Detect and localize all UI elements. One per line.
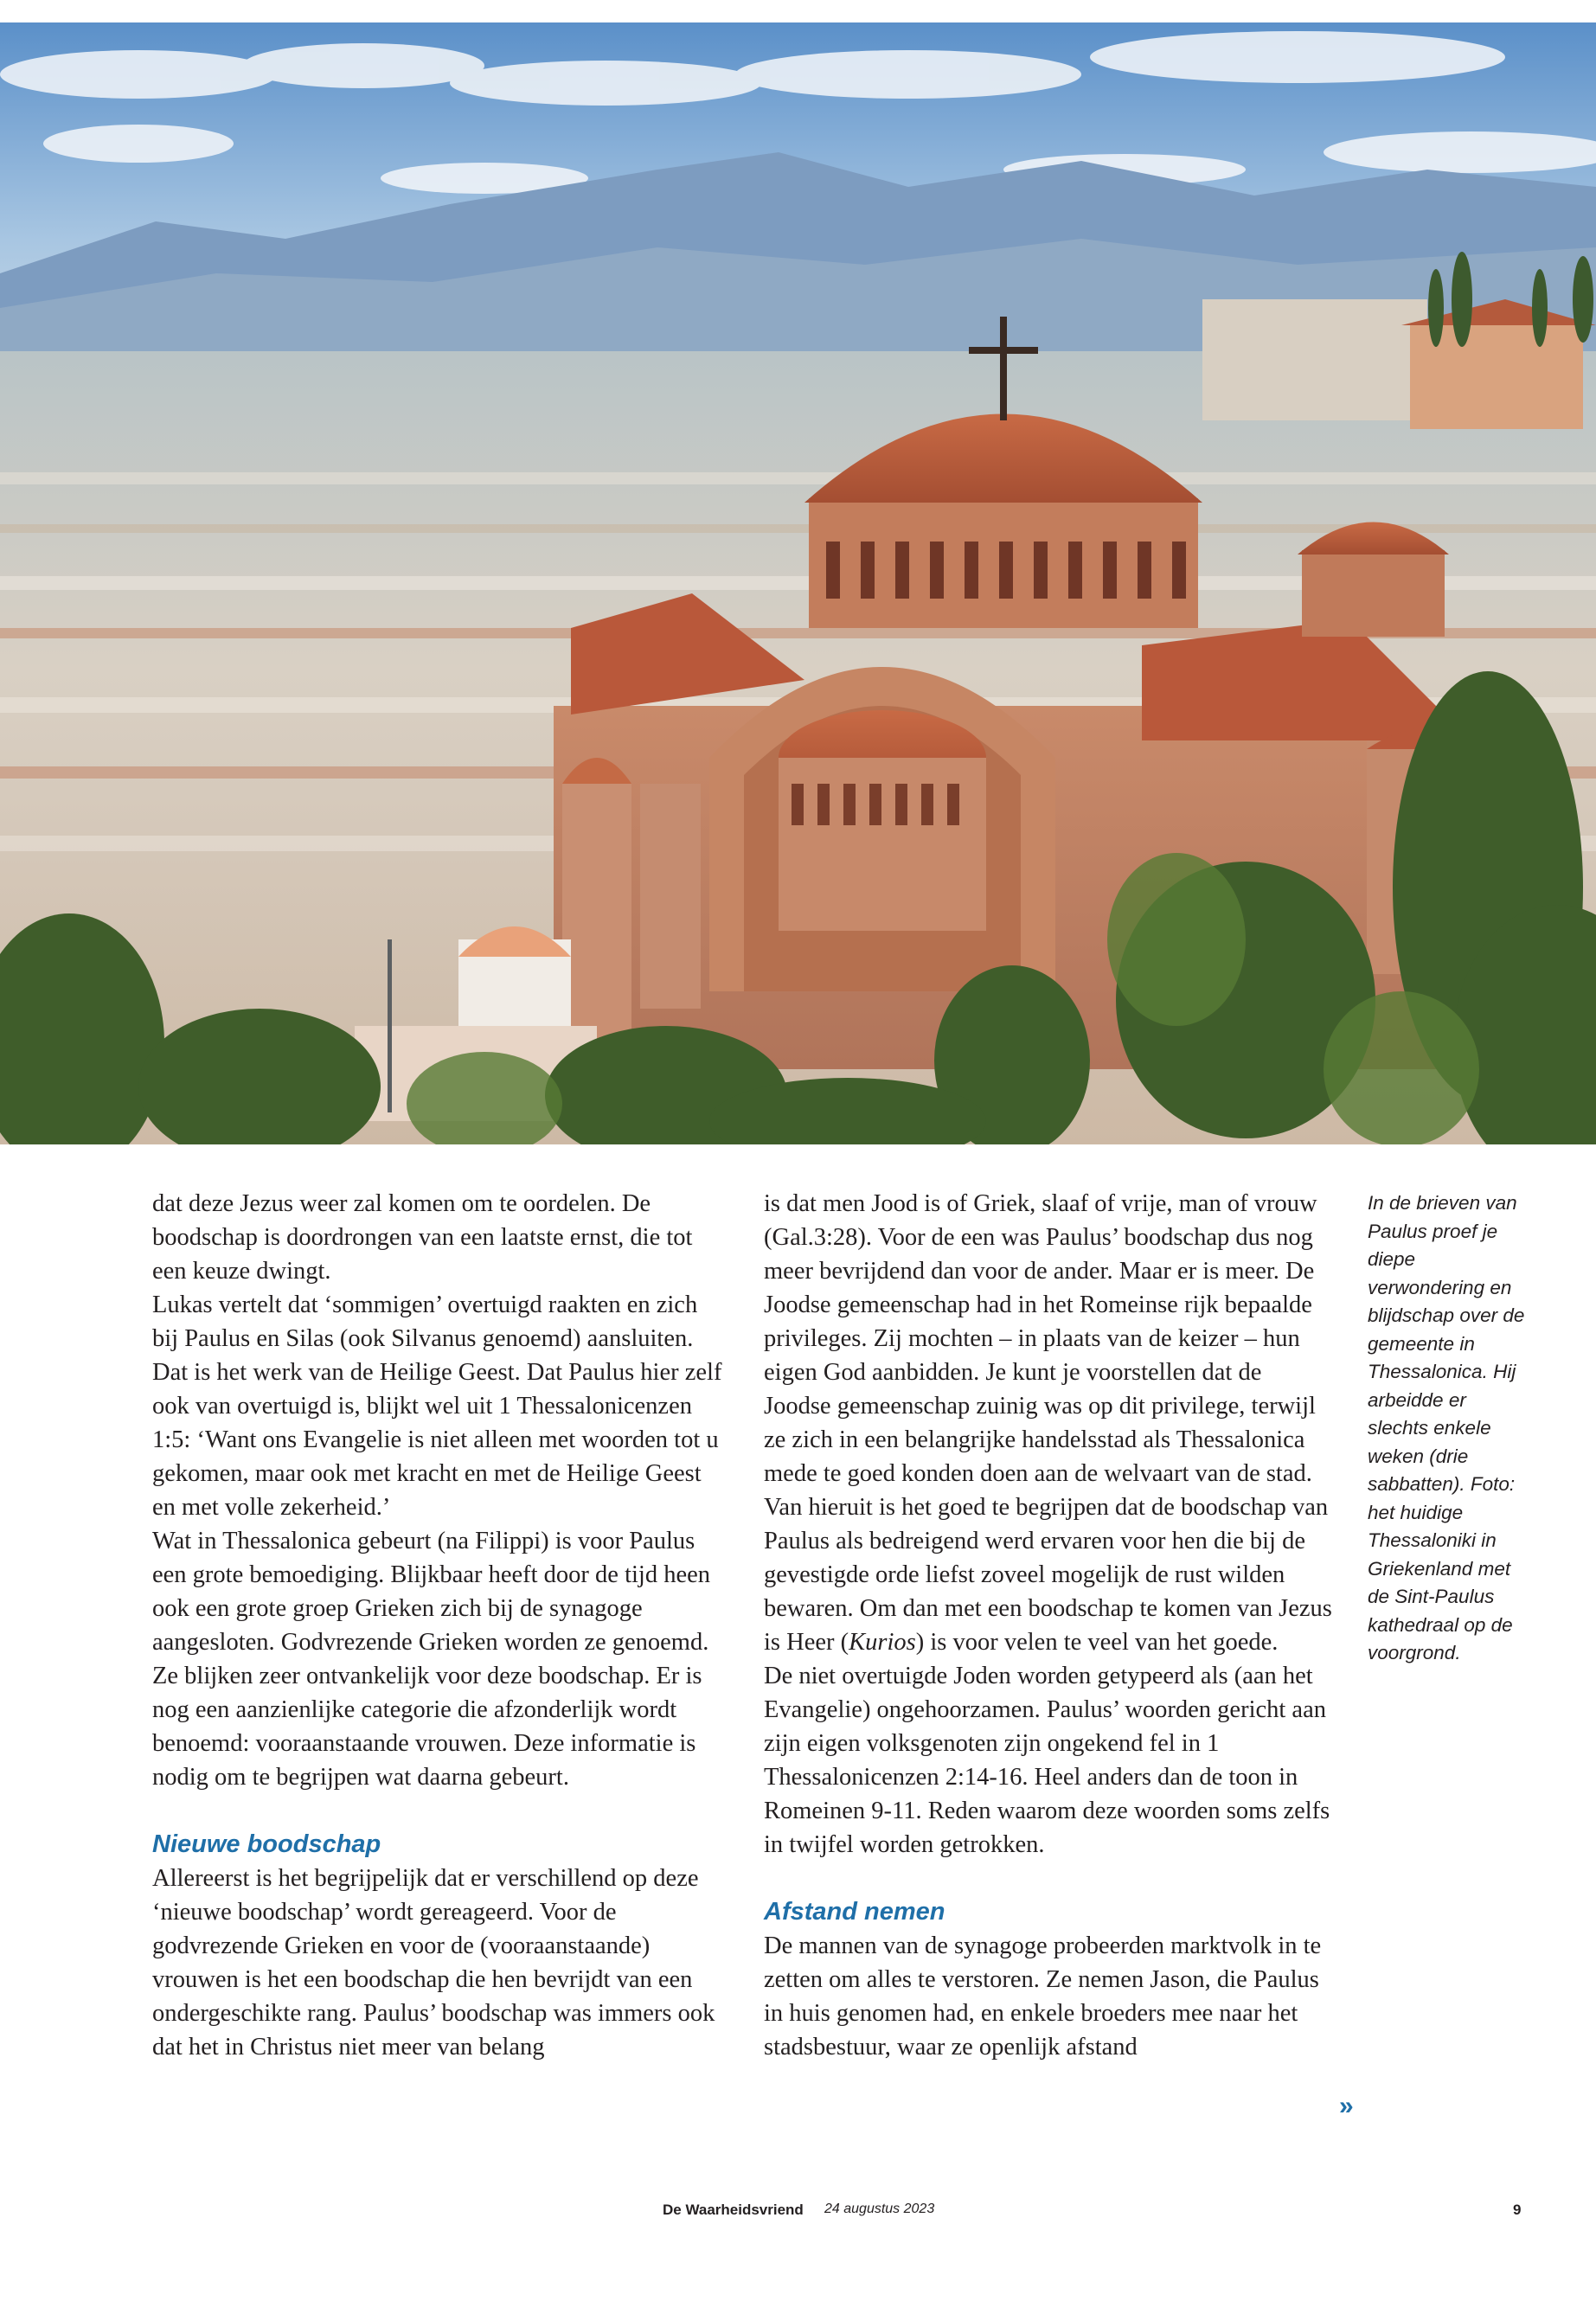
paragraph: dat deze Jezus weer zal komen om te oordelen. De boodschap is doordrongen van een laatste ernst, die tot een keuze dwingt. — [152, 1190, 693, 1285]
paragraph-text: is dat men Jood is of Griek, slaaf of vrije, man of vrouw (Gal.3:28). Voor de een was Paulus’ boodschap dus nog meer bevrijdend dan voor de ander. Maar er is meer. De Joodse gemeenschap had in het Romeinse rijk bepaalde privileges. Zij mochten – in plaats van de keizer – hun eigen God aanbidden. Je kunt je voorstellen dat de Joodse gemeenschap zuinig was op dit privilege, terwijl ze zich in een belangrijke handelsstad als Thessalonica mede te goed konden doen aan de welvaart van de stad. Van hieruit is het goed te begrijpen dat de boodschap van Paulus als bedreigend werd ervaren voor hen die bij de gevestigde orde liefst zoveel mogelijk de rust wilden bewaren. Om dan met een boodschap te komen van Jezus is Heer ( — [764, 1190, 1332, 1656]
paragraph: De niet overtuigde Joden worden getypeerd als (aan het Evangelie) ongehoorzamen. Paulus’ woorden gericht aan zijn eigen volksgenoten zijn ongekend fel in 1 Thessalonicenzen 2:14-16. Heel anders dan de toon in Romeinen 9-11. Reden waarom deze woorden soms zelfs in twijfel worden getrokken. — [764, 1663, 1330, 1858]
paragraph — [764, 1187, 1335, 1659]
emphasis-text: Kurios — [849, 1629, 916, 1656]
cathedral-illustration — [0, 22, 1596, 1144]
section-heading: Afstand nemen — [764, 1898, 945, 1926]
paragraph: Allereerst is het begrijpelijk dat er verschillend op deze ‘nieuwe boodschap’ wordt gereageerd. Voor de godvrezende Grieken en voor de (vooraanstaande) vrouwen is het een boodschap die hen bevrijdt van een ondergeschikte rang. Paulus’ boodschap was immers ook dat het in Christus niet meer van belang — [152, 1865, 715, 2061]
paragraph: De mannen van de synagoge probeerden marktvolk in te zetten om alles te verstoren. Ze nemen Jason, die Paulus in huis genomen had, en enkele broeders mee naar het stadsbestuur, waar ze openlijk afstand — [764, 1932, 1322, 2061]
paragraph: Wat in Thessalonica gebeurt (na Filippi) is voor Paulus een grote bemoediging. Blijkbaar heeft door de tijd heen ook een grote groep Grieken zich bij de synagoge aangesloten. Godvrezende Grieken worden ze genoemd. Ze blijken zeer ontvankelijk voor deze boodschap. Er is nog een aanzienlijke categorie die afzonderlijk wordt benoemd: vooraanstaande vrouwen. Deze informatie is nodig om te begrijpen wat daarna gebeurt. — [152, 1528, 710, 1791]
photo-caption: In de brieven van Paulus proef je diepe verwondering en blijdschap over de gemeente in Thessalonica. Hij arbeidde er slechts enkele weken (drie sabbatten). Foto: het huidige Thessaloniki in Griekenland met de Sint-Paulus kathedraal op de voorgrond. — [1368, 1192, 1525, 1663]
continue-arrow-icon: » — [1339, 2092, 1354, 2120]
article-column-2 — [764, 1187, 1335, 2064]
section-heading: Nieuwe boodschap — [152, 1830, 381, 1858]
paragraph: Lukas vertelt dat ‘sommigen’ overtuigd raakten en zich bij Paulus en Silas (ook Silvanus genoemd) aansluiten. Dat is het werk van de Heilige Geest. Dat Paulus hier zelf ook van overtuigd is, blijkt wel uit 1 Thessalonicenzen 1:5: ‘Want ons Evangelie is niet alleen met woorden tot u gekomen, maar ook met kracht en met de Heilige Geest en met volle zekerheid.’ — [152, 1292, 722, 1521]
page-number: 9 — [1513, 2202, 1522, 2218]
publication-date: 24 augustus 2023 — [824, 2202, 935, 2216]
article-column-1 — [152, 1187, 723, 2064]
paragraph-text: ) is voor velen te veel van het goede. — [915, 1629, 1279, 1656]
cathedral-photo — [0, 22, 1596, 1144]
paragraph-gap — [152, 1794, 723, 1828]
publication-name: De Waarheidsvriend — [663, 2202, 804, 2218]
paragraph-gap — [764, 1862, 1335, 1895]
